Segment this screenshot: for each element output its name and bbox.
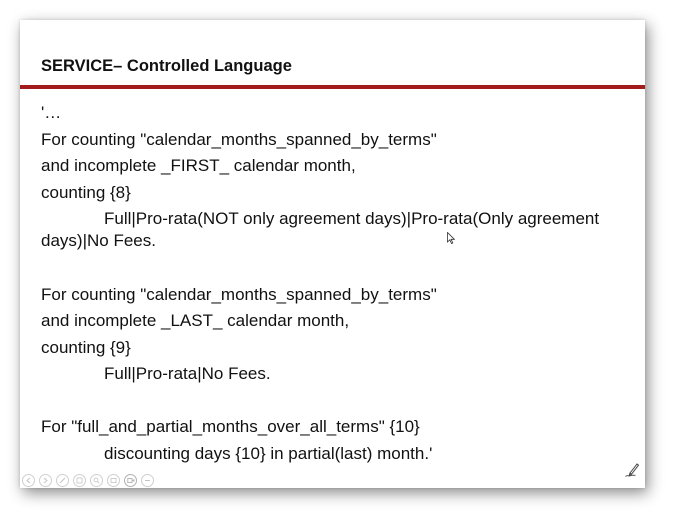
options-text: Full|Pro-rata(NOT only agreement days)|Pro-rata(Only agreement days)|No Fees. — [41, 209, 600, 250]
video-icon[interactable] — [124, 474, 137, 487]
body-line: '… — [41, 103, 62, 122]
body-line: Full|Pro-rata|No Fees. — [104, 364, 271, 383]
slideshow-toolbar — [22, 473, 154, 487]
slide-body — [41, 100, 631, 467]
zoom-icon[interactable] — [90, 474, 103, 487]
body-line-wrapped — [41, 208, 631, 252]
options-block — [41, 208, 631, 252]
slide-title: SERVICE– Controlled Language — [41, 57, 292, 75]
body-line: and incomplete _LAST_ calendar month, — [41, 311, 350, 330]
body-line: discounting days {10} in partial(last) month.' — [104, 443, 433, 463]
next-icon[interactable] — [39, 474, 52, 487]
mouse-cursor-icon — [447, 232, 455, 244]
body-line: For counting "calendar_months_spanned_by_terms" — [41, 129, 437, 149]
body-line: counting {9} — [41, 337, 131, 357]
spacer — [41, 388, 631, 415]
spacer — [41, 255, 631, 282]
slide — [20, 20, 645, 488]
body-line: For counting "calendar_months_spanned_by_terms" — [41, 284, 437, 304]
body-line: For "full_and_partial_months_over_all_terms" {10} — [41, 417, 420, 436]
body-line: counting {8} — [41, 182, 131, 202]
copy-icon[interactable] — [73, 474, 86, 487]
body-line: and incomplete _FIRST_ calendar month, — [41, 156, 356, 175]
annotation-pen-icon[interactable] — [624, 460, 642, 478]
previous-icon[interactable] — [22, 474, 35, 487]
grid-icon[interactable] — [107, 474, 120, 487]
title-divider — [20, 85, 645, 89]
pen-icon[interactable] — [56, 474, 69, 487]
more-icon[interactable] — [141, 474, 154, 487]
